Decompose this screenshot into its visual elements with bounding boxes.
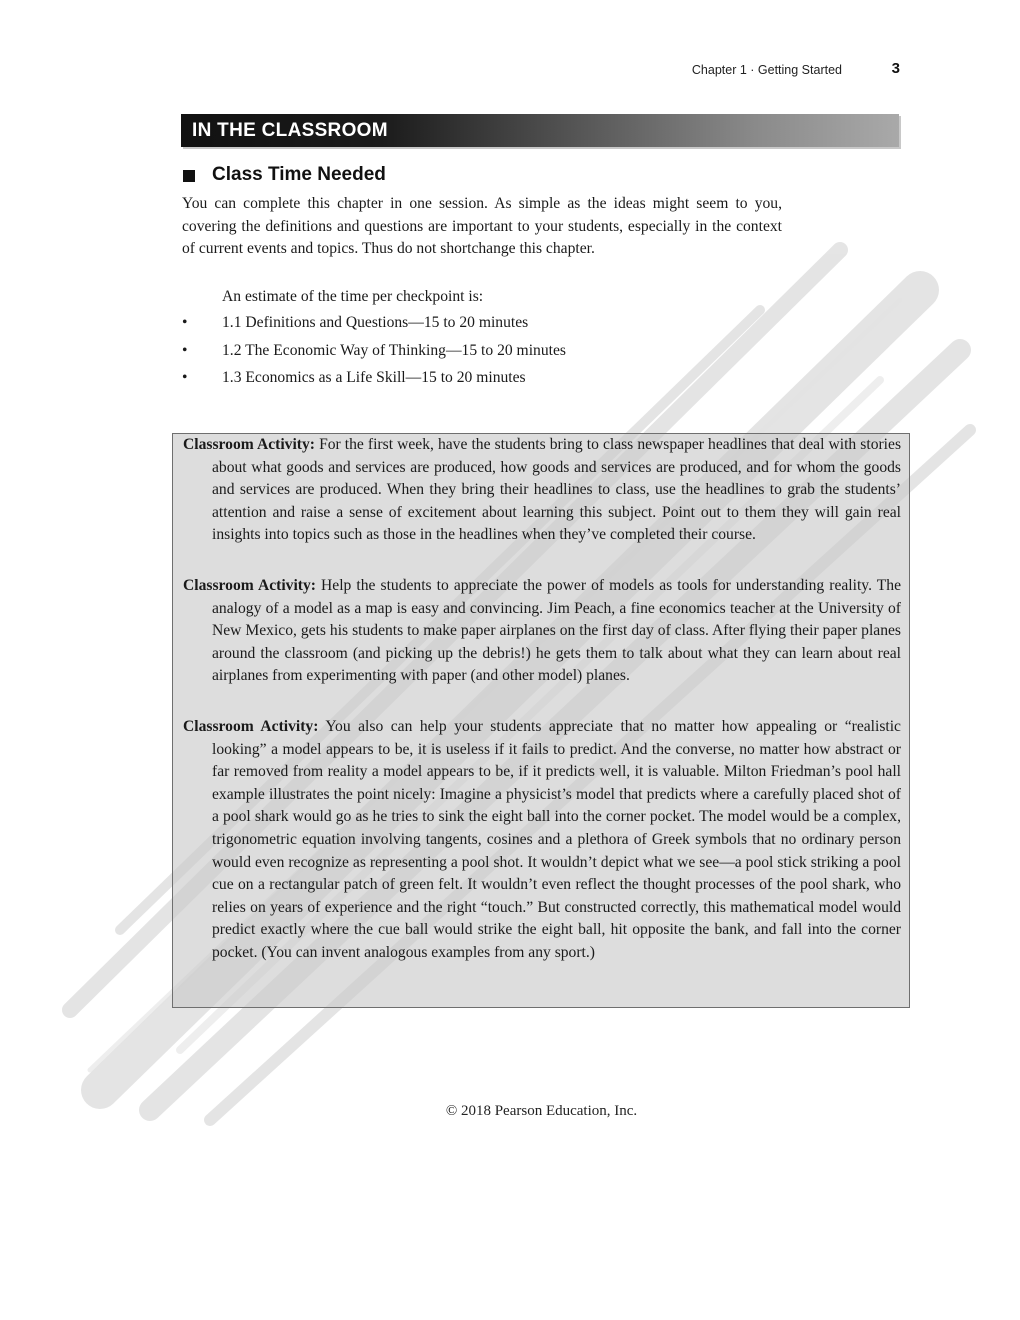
chapter-title: Chapter 1 · Getting Started — [691, 63, 842, 77]
bullet-icon: • — [182, 314, 188, 331]
running-head — [600, 62, 900, 82]
copyright-footer: © 2018 Pearson Education, Inc. — [445, 1103, 638, 1119]
page-number: 3 — [891, 60, 900, 77]
activity-label: Classroom Activity: — [183, 436, 315, 453]
activity-text: Help the students to appreciate the power of models as tools for understanding reality. The analogy of a model as a map is easy and convincing. Jim Peach, a fine economics teacher at the University of New Mexico, gets his students to make paper airplanes on the first day of class. After flying their paper planes around the classroom (and picking up the debris!) he gets them to talk about what they can learn about real airplanes from experimenting with paper (and other model) planes. — [212, 577, 901, 685]
subheading-text: Class Time Needed — [212, 164, 386, 185]
classroom-activity — [183, 434, 901, 547]
intro-paragraph: You can complete this chapter in one session. As simple as the ideas might seem to you, covering the definitions and questions are important to your students, especially in the context of current events and topics. Thus do not shortchange this chapter. — [182, 195, 782, 257]
bullet-icon: • — [182, 369, 188, 386]
activity-label: Classroom Activity: — [183, 718, 319, 735]
activity-text: For the first week, have the students bring to class newspaper headlines that deal with stories about what goods and services are produced, how goods and services are produced, and for whom the goods and services are produced. When they bring their headlines to class, use the headlines to grab the students’ attention and raise a sense of excitement about learning this subject. Point out to them they will gain real insights into topics such as those in the headlines when they’ve completed their course. — [212, 436, 902, 544]
bullet-icon: • — [182, 341, 188, 359]
classroom-activities-box — [172, 433, 910, 1008]
classroom-activity — [183, 716, 901, 965]
checkpoint-text: 1.3 Economics as a Life Skill—15 to 20 minutes — [222, 369, 526, 386]
activity-label: Classroom Activity: — [183, 577, 316, 594]
section-banner — [181, 114, 899, 147]
checkpoint-text: 1.2 The Economic Way of Thinking—15 to 20 minutes — [222, 341, 566, 359]
square-bullet-icon — [183, 170, 195, 182]
checkpoint-text: 1.1 Definitions and Questions—15 to 20 minutes — [222, 314, 529, 331]
estimate-lead: An estimate of the time per checkpoint is: — [222, 288, 484, 305]
classroom-activity — [183, 575, 901, 688]
banner-title: IN THE CLASSROOM — [192, 120, 388, 141]
activity-text: You also can help your students appreciate that no matter how appealing or “realistic looking” a model appears to be, it is useless if it fails to predict. And the converse, no matter how abstract or far removed from reality a model appears to be, if it predicts well, it is valuable. Milton Friedman’s pool hall example illustrates the point nicely: Imagine a physicist’s model that predicts where a carefully placed shot of a pool shark would go as he tries to sink the eight ball into the corner pocket. The model would be a complex, trigonometric equation involving tangents, cosines and a plethora of Greek symbols that no ordinary person would even recognize as representing a pool shot. It wouldn’t depict what we see—a pool stick striking a pool cue on a rectangular patch of green felt. It wouldn’t even reflect the thought processes of the pool shark, who relies on years of experience and the right “touch.” But constructed correctly, this mathematical model would predict exactly where the cue ball would strike the eight ball, hit opposite the bank, and fall into the corner pocket. (You can invent analogous examples from any sport.) — [212, 718, 901, 961]
